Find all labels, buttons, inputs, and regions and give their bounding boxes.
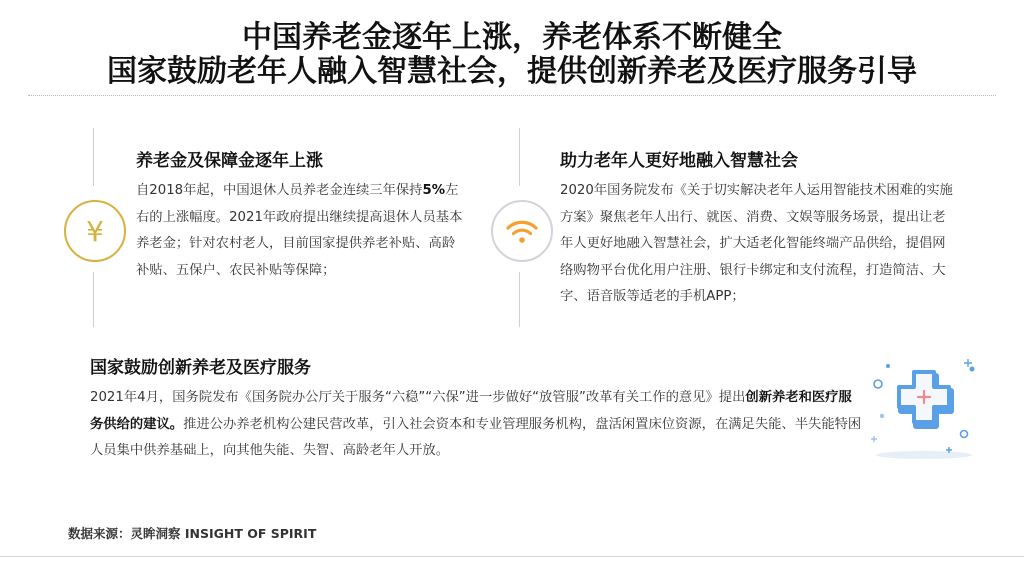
page-title-line1: 中国养老金逐年上涨，养老体系不断健全 [242,20,782,55]
title-divider [28,95,996,96]
pension-text-a: 自2018年起，中国退休人员养老金连续三年保持 [136,183,423,198]
yen-glyph: ¥ [86,214,104,248]
pension-title: 养老金及保障金逐年上涨 [136,151,323,171]
pension-text [136,178,468,284]
medical-text-b: 推进公办养老机构公建民营改革，引入社会资本和专业管理服务机构，盘活闲置床位资源，在满足失能、半失能特困人员集中供养基础上，向其他失能、失智、高龄老年人开放。 [90,416,862,458]
medical-text-bold: 创新养老和医疗服务供给的建议。 [90,390,852,432]
medical-cross-icon [864,356,980,460]
page-title-line2: 国家鼓励老年人融入智慧社会，提供创新养老及医疗服务引导 [107,54,917,89]
pension-text-bold: 5% [422,183,446,198]
smart-title: 助力老年人更好地融入智慧社会 [560,151,798,171]
yen-icon [64,200,126,262]
smart-divider-bottom [519,272,520,327]
footer-divider [0,556,1024,557]
medical-text [90,385,862,465]
medical-title: 国家鼓励创新养老及医疗服务 [90,358,311,378]
pension-divider-bottom [93,272,94,327]
data-source: 数据来源：灵眸洞察 INSIGHT OF SPIRIT [68,526,317,541]
wifi-symbol [505,217,539,245]
smart-divider-top [519,128,520,186]
smart-text: 2020年国务院发布《关于切实解决老年人运用智能技术困难的实施方案》聚焦老年人出行、就医、消费、文娱等服务场景，提出让老年人更好地融入智慧社会，扩大适老化智能终端产品供给，提倡网络购物平台优化用户注册、银行卡绑定和支付流程，打造简洁、大字、语音版等适老的手机APP； [560,183,953,304]
wifi-icon [491,200,553,262]
pension-divider-top [93,128,94,186]
medical-text-a: 2021年4月，国务院发布《国务院办公厅关于服务“六稳”“六保”进一步做好“放管服”改革有关工作的意见》提出 [90,390,746,405]
pension-text-b: 左右的上涨幅度。2021年政府提出继续提高退休人员基本养老金；针对农村老人，目前国家提供养老补贴、高龄补贴、五保户、农民补贴等保障； [136,183,463,278]
